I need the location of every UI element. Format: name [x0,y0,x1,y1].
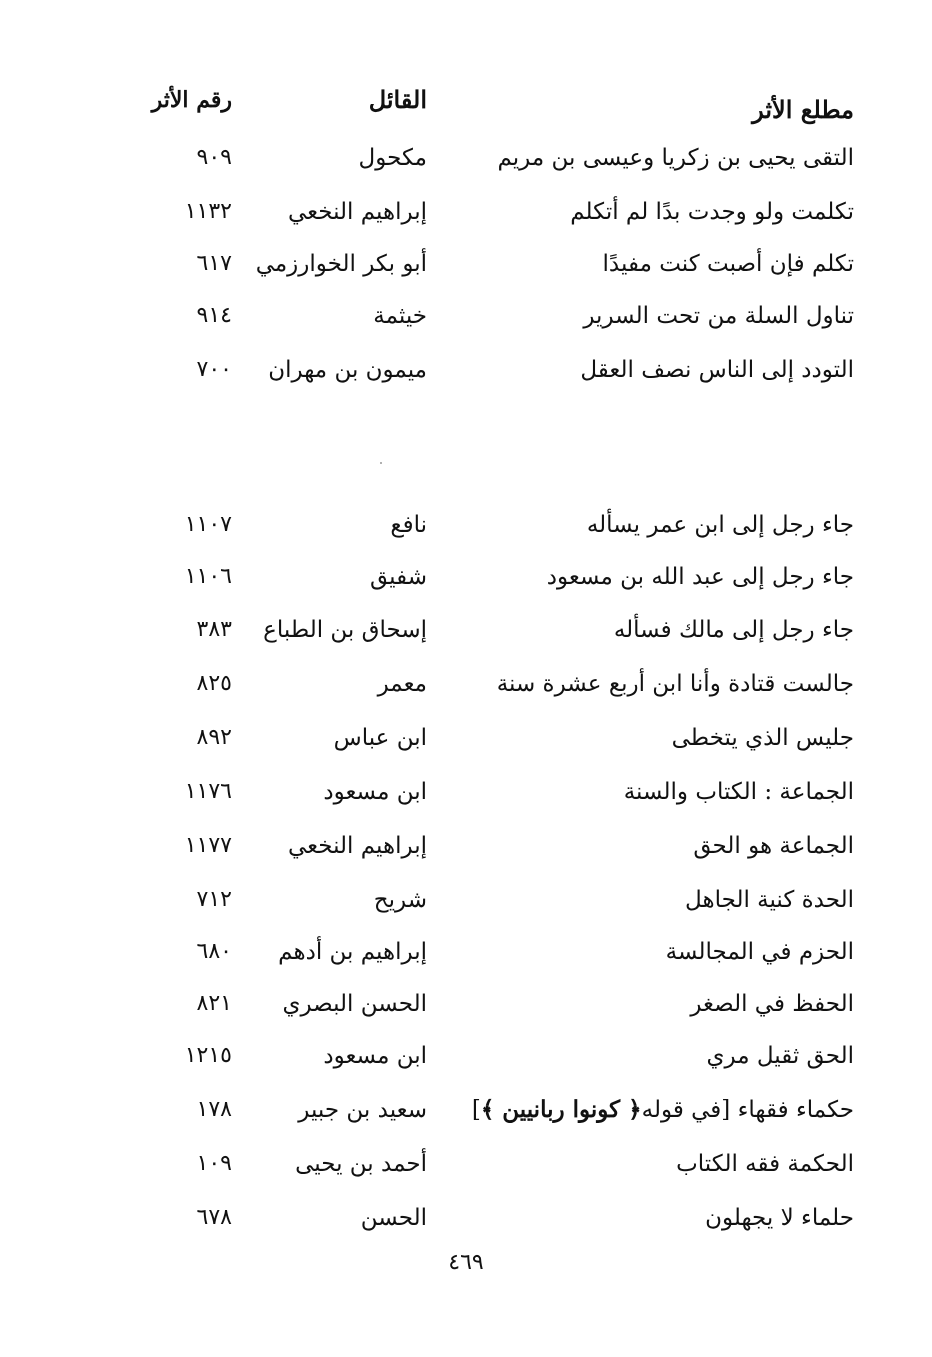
page-number: ٤٦٩ [448,1250,484,1275]
row-text: تكلم فإن أصبت كنت مفيدًا [602,251,854,277]
row-text: الحكمة فقه الكتاب [676,1151,854,1177]
row-text: جاء رجل إلى مالك فسأله [613,617,854,643]
row-number: ١٧٨ [196,1097,232,1122]
row-text: جاء رجل إلى عبد الله بن مسعود [546,564,854,590]
row-number: ١١٧٧ [184,833,232,858]
row-number: ١٢١٥ [184,1043,232,1068]
table-row [0,557,932,601]
row-text: التقى يحيى بن زكريا وعيسى بن مريم [497,145,854,171]
row-text: تناول السلة من تحت السرير [583,303,854,329]
table-row [0,984,932,1028]
row-number: ٦١٧ [196,251,232,276]
header-number-label: رقم الأثر [151,87,232,113]
table-header [0,80,932,124]
row-text: الحق ثقيل مري [706,1043,854,1069]
table-row [0,718,932,762]
row-text: جاء رجل إلى ابن عمر يسأله [586,512,854,538]
row-sayer: نافع [390,512,427,538]
row-sayer: الحسن البصري [282,991,427,1017]
row-number: ٩١٤ [196,303,232,328]
row-number: ١١٠٧ [184,512,232,537]
row-number: ٦٨٠ [196,939,232,964]
quran-quote: ﴿ كونوا ربانيين ﴾ [480,1096,642,1123]
row-number: ١١٣٢ [184,199,232,224]
table-row [0,1144,932,1188]
table-row [0,664,932,708]
row-sayer: ابن مسعود [323,1043,427,1069]
row-text: تكلمت ولو وجدت بدًا لم أتكلم [570,199,854,225]
row-number: ٧٠٠ [196,357,232,382]
row-number: ٦٧٨ [196,1205,232,1230]
row-sayer: أحمد بن يحيى [295,1151,427,1177]
header-text-label: مطلع الأثر [752,95,854,124]
row-sayer: مكحول [358,145,427,171]
table-row [0,1198,932,1242]
row-text: الجماعة هو الحق [693,833,854,859]
table-row [0,610,932,654]
table-row [0,244,932,288]
row-sayer: ميمون بن مهران [268,357,427,383]
row-number: ٩٠٩ [196,145,232,170]
table-row [0,350,932,394]
table-row [0,192,932,236]
row-text: الحدة كنية الجاهل [685,887,854,913]
row-text: الجماعة : الكتاب والسنة [623,779,854,805]
row-text: جليس الذي يتخطى [671,725,854,751]
row-text [472,1090,854,1130]
row-sayer: الحسن [360,1205,427,1231]
row-number: ١١٧٦ [184,779,232,804]
table-row [0,1036,932,1080]
row-number: ٨٢٥ [196,671,232,696]
row-sayer: معمر [377,671,427,697]
table-row [0,826,932,870]
row-text-bracket: ] [471,1097,481,1123]
table-row [0,296,932,340]
row-number: ٨٢١ [196,991,232,1016]
row-sayer: خيثمة [373,303,427,329]
row-number: ١٠٩ [196,1151,232,1176]
scan-speck [380,462,382,464]
table-row [0,772,932,816]
row-text: جالست قتادة وأنا ابن أربع عشرة سنة [496,671,854,697]
row-text: الحفظ في الصغر [690,991,854,1017]
table-row [0,932,932,976]
row-sayer: سعيد بن جبير [298,1097,427,1123]
row-sayer: أبو بكر الخوارزمي [255,251,427,277]
row-number: ٣٨٣ [196,617,232,642]
row-sayer: إبراهيم النخعي [287,199,427,225]
row-sayer: إبراهيم النخعي [287,833,427,859]
row-text: الحزم في المجالسة [665,939,854,965]
row-sayer: شفيق [369,564,427,590]
row-sayer: إبراهيم بن أدهم [278,939,427,965]
row-sayer: إسحاق بن الطباع [263,617,427,643]
row-sayer: ابن مسعود [323,779,427,805]
table-row [0,1090,932,1134]
table-row [0,138,932,182]
row-text: حلماء لا يجهلون [705,1205,854,1231]
header-sayer-label: القائل [368,85,427,114]
row-number: ٨٩٢ [196,725,232,750]
row-sayer: ابن عباس [333,725,427,751]
table-row [0,880,932,924]
table-row [0,505,932,549]
row-text-part: حكماء فقهاء [في قوله [641,1097,854,1123]
row-text: التودد إلى الناس نصف العقل [580,357,854,383]
row-number: ٧١٢ [196,887,232,912]
row-number: ١١٠٦ [184,564,232,589]
row-sayer: شريح [373,887,427,913]
